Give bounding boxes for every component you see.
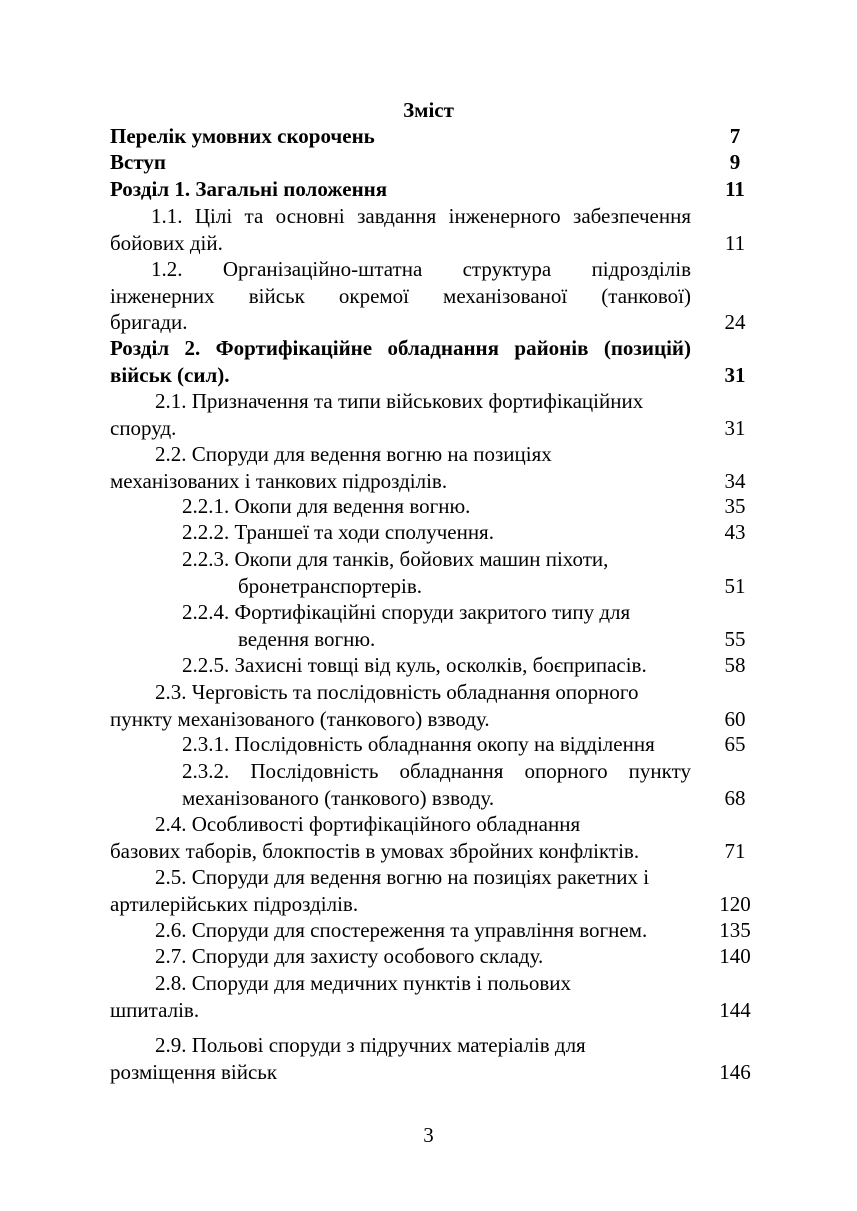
toc-entry-text: 2.7. Споруди для захисту особового складу. bbox=[155, 944, 544, 968]
toc-page-number: 24 bbox=[724, 310, 746, 334]
toc-page-number: 7 bbox=[729, 124, 741, 148]
toc-entry-text: бойових дій. bbox=[110, 230, 223, 255]
toc-entry-text: 2.3.1. Послідовність обладнання окопу на відділення bbox=[182, 732, 655, 756]
toc-entry-text: бригади. bbox=[110, 310, 188, 334]
toc-entry-text: 2.8. Споруди для медичних пунктів і польових bbox=[155, 971, 572, 995]
toc-entry-text: базових таборів, блокпостів в умовах збройних конфліктів. bbox=[110, 838, 640, 863]
toc-page-number: 51 bbox=[724, 573, 746, 598]
toc-page-number: 31 bbox=[724, 362, 746, 387]
toc-entry-text: 1.1. Цілі та основні завдання інженерного забезпечення bbox=[151, 204, 691, 228]
toc-entry-text: шпиталів. bbox=[110, 997, 200, 1022]
toc-title: Зміст bbox=[403, 98, 454, 122]
page-number: 3 bbox=[423, 1123, 434, 1147]
toc-page-number: 146 bbox=[719, 1059, 751, 1084]
toc-page-number: 55 bbox=[724, 626, 746, 651]
toc-page-number: 135 bbox=[719, 918, 751, 942]
toc-entry-text: 2.6. Споруди для спостереження та управління вогнем. bbox=[155, 918, 648, 942]
toc-entry-text: 2.4. Особливості фортифікаційного обладнання bbox=[155, 812, 581, 836]
toc-entry-text: артилерійських підрозділів. bbox=[110, 891, 359, 916]
toc-entry-text: 2.5. Споруди для ведення вогню на позиціях ракетних і bbox=[155, 865, 650, 889]
toc-page-number: 144 bbox=[719, 997, 751, 1022]
toc-entry-text: 2.3.2. Послідовність обладнання опорного пункту bbox=[182, 759, 691, 783]
toc-entry-text: пункту механізованого (танкового) взводу. bbox=[110, 706, 490, 731]
toc-entry-text: Перелік умовних скорочень bbox=[110, 124, 375, 148]
toc-entry-text: 2.2.1. Окопи для ведення вогню. bbox=[182, 494, 471, 518]
toc-entry-text: 2.2.2. Траншеї та ходи сполучення. bbox=[182, 520, 494, 544]
toc-page-number: 140 bbox=[719, 944, 751, 968]
toc-page-number: 11 bbox=[725, 177, 745, 201]
toc-entry-text: механізованого (танкового) взводу. bbox=[182, 785, 495, 810]
toc-page-number: 120 bbox=[719, 891, 751, 916]
toc-entry-text: інженерних військ окремої механізованої (танкової) bbox=[110, 283, 691, 308]
toc-page-number: 34 bbox=[724, 468, 746, 493]
toc-entry-text: механізованих і танкових підрозділів. bbox=[110, 468, 448, 493]
toc-entry-text: 2.2.3. Окопи для танків, бойових машин піхоти, bbox=[182, 547, 609, 571]
toc-entry-text: 2.3. Черговість та послідовність обладнання опорного bbox=[155, 680, 639, 704]
toc-page-number: 31 bbox=[724, 415, 746, 440]
toc-page-number: 9 bbox=[729, 150, 741, 174]
toc-page-number: 43 bbox=[724, 520, 746, 544]
toc-entry-text: 2.1. Призначення та типи військових фортифікаційних bbox=[155, 389, 644, 413]
toc-entry-text: 2.2.4. Фортифікаційні споруди закритого типу для bbox=[182, 600, 631, 624]
toc-entry-text: 2.2.5. Захисні товщі від куль, осколків, боєприпасів. bbox=[182, 653, 647, 677]
toc-entry-text: Розділ 2. Фортифікаційне обладнання районів (позицій) bbox=[110, 336, 691, 360]
toc-entry-text: ведення вогню. bbox=[238, 626, 376, 651]
toc-entry-text: 2.9. Польові споруди з підручних матеріалів для bbox=[155, 1033, 586, 1057]
toc-entry-text: Вступ bbox=[110, 150, 166, 174]
toc-entry-text: Розділ 1. Загальні положення bbox=[110, 177, 388, 201]
toc-page-number: 60 bbox=[724, 706, 746, 731]
toc-page-number: 65 bbox=[724, 732, 746, 756]
toc-entry-text: бронетранспортерів. bbox=[238, 573, 423, 598]
toc-entry-text: 1.2. Організаційно-штатна структура підрозділів bbox=[151, 257, 691, 281]
toc-entry-text: споруд. bbox=[110, 415, 177, 440]
toc-entry-text: розміщення військ bbox=[110, 1059, 278, 1084]
toc-page-number: 71 bbox=[724, 838, 746, 863]
toc-page-number: 58 bbox=[724, 653, 746, 677]
toc-page-number: 35 bbox=[724, 494, 746, 518]
toc-page-number: 11 bbox=[724, 230, 746, 255]
toc-page-number: 68 bbox=[724, 785, 746, 810]
toc-entry-text: військ (сил). bbox=[110, 362, 230, 387]
toc-entry-text: 2.2. Споруди для ведення вогню на позиціях bbox=[155, 442, 552, 466]
